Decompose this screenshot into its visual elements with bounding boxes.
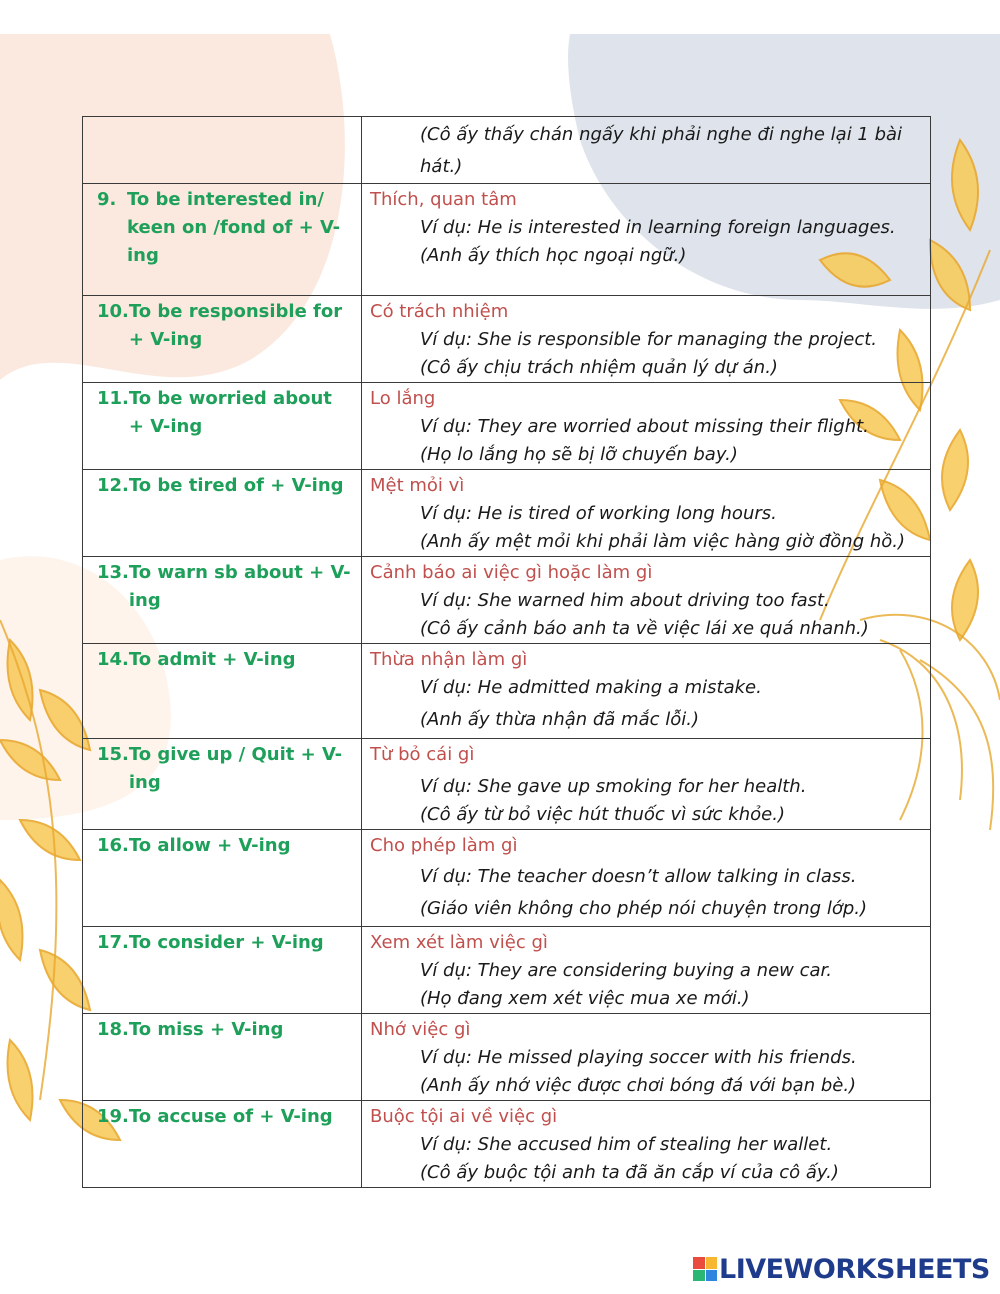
term-text: To miss + V-ing (128, 1019, 284, 1040)
example-translation: (Anh ấy nhớ việc được chơi bóng đá với bạn bè.) (420, 1075, 857, 1096)
meaning-text: Lo lắng (370, 388, 436, 409)
table-row (83, 470, 931, 557)
term-cell (83, 557, 362, 644)
term-text: To consider + V-ing (128, 932, 324, 953)
grammar-table (82, 116, 931, 1188)
meaning-text: Buộc tội ai về việc gì (370, 1106, 558, 1127)
term-number: 13. (97, 562, 129, 583)
meaning-cell (362, 184, 931, 296)
meaning-cell (362, 927, 931, 1014)
table-row (83, 644, 931, 739)
example-translation: (Cô ấy chịu trách nhiệm quản lý dự án.) (420, 357, 778, 378)
meaning-text: Xem xét làm việc gì (370, 932, 548, 953)
example-sentence: Ví dụ: He is tired of working long hours. (420, 503, 777, 524)
example-translation: (Anh ấy thích học ngoại ngữ.) (420, 245, 687, 266)
term-text: To be tired of + V-ing (128, 475, 344, 496)
meaning-cell (362, 1014, 931, 1101)
example-translation: (Cô ấy từ bỏ việc hút thuốc vì sức khỏe.) (420, 804, 785, 825)
table-row (83, 830, 931, 927)
example-translation: (Họ lo lắng họ sẽ bị lỡ chuyến bay.) (420, 444, 738, 465)
meaning-text: Từ bỏ cái gì (370, 744, 475, 765)
term-cell (83, 117, 362, 184)
term-number: 9. (97, 189, 117, 210)
meaning-cell (362, 296, 931, 383)
meaning-text: Mệt mỏi vì (370, 475, 465, 496)
term-text: To accuse of + V-ing (128, 1106, 333, 1127)
meaning-cell (362, 557, 931, 644)
meaning-text: Cho phép làm gì (370, 835, 518, 856)
example-translation: (Anh ấy mệt mỏi khi phải làm việc hàng giờ đồng hồ.) (420, 531, 906, 552)
meaning-cell (362, 1101, 931, 1188)
term-number: 10. (97, 301, 129, 322)
table-row (83, 383, 931, 470)
example-translation: (Giáo viên không cho phép nói chuyện trong lớp.) (420, 898, 868, 919)
example-sentence: Ví dụ: She is responsible for managing the project. (420, 329, 877, 350)
example-translation: (Cô ấy cảnh báo anh ta về việc lái xe quá nhanh.) (420, 618, 869, 639)
term-text: To be interested in/ keen on /fond of + V-ing (127, 189, 341, 266)
meaning-cell (362, 117, 931, 184)
example-sentence: Ví dụ: She accused him of stealing her wallet. (420, 1134, 833, 1155)
example-translation: (Họ đang xem xét việc mua xe mới.) (420, 988, 750, 1009)
example-sentence: Ví dụ: They are considering buying a new car. (420, 960, 833, 981)
liveworksheets-logo[interactable] (693, 1254, 990, 1284)
table-row (83, 184, 931, 296)
table-row (83, 1014, 931, 1101)
term-number: 16. (97, 835, 129, 856)
example-sentence: Ví dụ: He missed playing soccer with his friends. (420, 1047, 857, 1068)
example-sentence: Ví dụ: She warned him about driving too fast. (420, 590, 830, 611)
example-sentence: Ví dụ: He admitted making a mistake. (420, 677, 762, 698)
term-number: 18. (97, 1019, 129, 1040)
term-cell (83, 296, 362, 383)
term-number: 11. (97, 388, 129, 409)
term-cell (83, 739, 362, 830)
term-text: To be responsible for + V-ing (128, 301, 343, 350)
meaning-text: Có trách nhiệm (370, 301, 509, 322)
term-cell (83, 830, 362, 927)
meaning-text: Thích, quan tâm (370, 189, 517, 210)
liveworksheets-logo-icon (693, 1257, 717, 1281)
term-number: 12. (97, 475, 129, 496)
meaning-cell (362, 739, 931, 830)
example-translation: (Cô ấy thấy chán ngấy khi phải nghe đi nghe lại 1 bài hát.) (420, 124, 903, 177)
meaning-cell (362, 644, 931, 739)
example-sentence: Ví dụ: They are worried about missing their flight. (420, 416, 869, 437)
meaning-cell (362, 830, 931, 927)
term-cell (83, 927, 362, 1014)
table-row (83, 117, 931, 184)
term-cell (83, 1014, 362, 1101)
logo-text: LIVEWORKSHEETS (719, 1253, 990, 1285)
term-text: To allow + V-ing (128, 835, 291, 856)
term-cell (83, 1101, 362, 1188)
meaning-text: Nhớ việc gì (370, 1019, 471, 1040)
meaning-text: Cảnh báo ai việc gì hoặc làm gì (370, 562, 653, 583)
term-text: To admit + V-ing (128, 649, 296, 670)
term-cell (83, 383, 362, 470)
example-sentence: Ví dụ: He is interested in learning foreign languages. (420, 217, 896, 238)
meaning-text: Thừa nhận làm gì (370, 649, 528, 670)
term-text: To be worried about + V-ing (128, 388, 332, 437)
term-text: To give up / Quit + V-ing (128, 744, 343, 793)
term-number: 19. (97, 1106, 129, 1127)
example-sentence: Ví dụ: She gave up smoking for her health. (420, 776, 807, 797)
example-translation: (Anh ấy thừa nhận đã mắc lỗi.) (420, 709, 699, 730)
table-row (83, 557, 931, 644)
term-number: 14. (97, 649, 129, 670)
term-number: 17. (97, 932, 129, 953)
term-cell (83, 644, 362, 739)
term-text: To warn sb about + V-ing (128, 562, 351, 611)
meaning-cell (362, 383, 931, 470)
table-row (83, 1101, 931, 1188)
table-row (83, 927, 931, 1014)
table-row (83, 296, 931, 383)
table-row (83, 739, 931, 830)
example-translation: (Cô ấy buộc tội anh ta đã ăn cắp ví của cô ấy.) (420, 1162, 839, 1183)
term-cell (83, 184, 362, 296)
meaning-cell (362, 470, 931, 557)
term-number: 15. (97, 744, 129, 765)
example-sentence: Ví dụ: The teacher doesn’t allow talking in class. (420, 866, 857, 887)
term-cell (83, 470, 362, 557)
